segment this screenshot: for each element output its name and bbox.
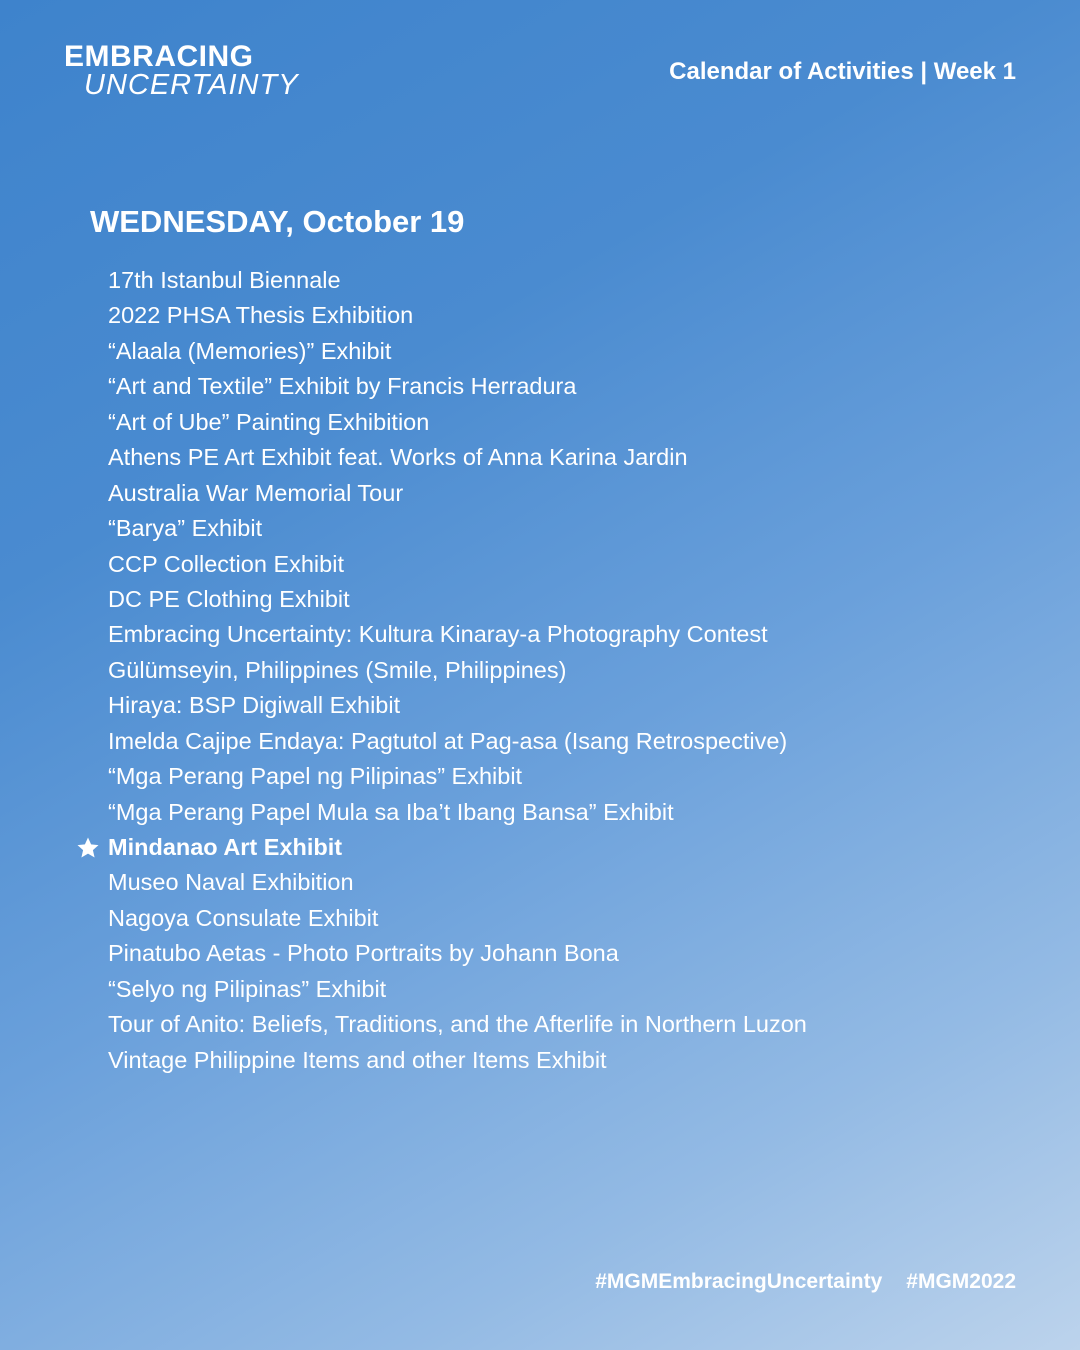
event-item: CCP Collection Exhibit: [108, 550, 344, 577]
hashtag-campaign: #MGMEmbracingUncertainty: [595, 1270, 883, 1293]
logo-line-2: UNCERTAINTY: [84, 69, 299, 101]
event-item: “Selyo ng Pilipinas” Exhibit: [108, 975, 387, 1002]
logo-line-1: EMBRACING: [64, 40, 254, 73]
event-item: “Mga Perang Papel Mula sa Iba’t Ibang Bansa” Exhibit: [108, 798, 674, 825]
event-item: Athens PE Art Exhibit feat. Works of Anna Karina Jardin: [108, 444, 688, 471]
event-item: Nagoya Consulate Exhibit: [108, 904, 379, 931]
event-item: Australia War Memorial Tour: [108, 479, 404, 506]
event-item: Museo Naval Exhibition: [108, 869, 354, 896]
event-item: Vintage Philippine Items and other Items Exhibit: [108, 1046, 607, 1073]
event-item-label: Mindanao Art Exhibit: [108, 834, 343, 860]
event-item: Tour of Anito: Beliefs, Traditions, and the Afterlife in Northern Luzon: [108, 1011, 807, 1038]
event-item: Gülümseyin, Philippines (Smile, Philippines): [108, 656, 567, 683]
event-item: Hiraya: BSP Digiwall Exhibit: [108, 692, 401, 719]
event-item: DC PE Clothing Exhibit: [108, 585, 350, 612]
event-item-highlighted: [108, 830, 807, 865]
event-list: [108, 263, 807, 1078]
calendar-subtitle: Calendar of Activities | Week 1: [669, 58, 1016, 85]
footer-hashtags: [595, 1270, 1016, 1294]
event-item: 2022 PHSA Thesis Exhibition: [108, 302, 414, 329]
star-icon: [76, 836, 100, 860]
hashtag-year: #MGM2022: [906, 1270, 1016, 1293]
logo: [64, 42, 299, 100]
event-item: Embracing Uncertainty: Kultura Kinaray-a Photography Contest: [108, 621, 768, 648]
event-item: 17th Istanbul Biennale: [108, 267, 341, 293]
event-item: Imelda Cajipe Endaya: Pagtutol at Pag-asa (Isang Retrospective): [108, 727, 788, 754]
event-item: “Barya” Exhibit: [108, 515, 263, 542]
day-title: WEDNESDAY, October 19: [90, 204, 465, 239]
event-item: “Alaala (Memories)” Exhibit: [108, 337, 392, 364]
event-item: “Art and Textile” Exhibit by Francis Herradura: [108, 373, 577, 400]
event-item: Pinatubo Aetas - Photo Portraits by Johann Bona: [108, 940, 619, 967]
event-item: “Art of Ube” Painting Exhibition: [108, 408, 430, 435]
event-item: “Mga Perang Papel ng Pilipinas” Exhibit: [108, 763, 523, 790]
